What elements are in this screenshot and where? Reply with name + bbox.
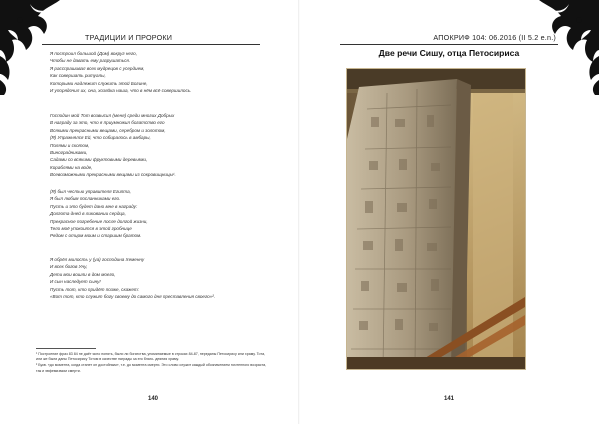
- verse-line: Я обрёл милость у (уа) господина Хеменну: [50, 257, 145, 262]
- verse-line: «Вот тот, кто служит богу своему до самого дня преставления своего»².: [50, 294, 216, 300]
- verse-line: И упорядочил их, она, хозяйка наша, что в нём всё совершилось.: [50, 88, 192, 94]
- verse-line: Прекрасное погребение после долгой жизни,: [50, 218, 148, 224]
- verse-line: (Я) Упражнялся Ей, что собиралось в амбары,: [50, 135, 151, 141]
- verse-line: Господин мой Тот возвысил (меня) среди многих Добрых: [50, 113, 175, 118]
- verse-stanza: [50, 50, 280, 94]
- verse-stanza: [50, 256, 280, 300]
- running-head-left: ТРАДИЦИИ И ПРОРОКИ: [85, 33, 173, 42]
- footnote: ² Букв. «до момента, когда станет он достойным», т.е. до момента смерти. Это слово служит каждый обозначением почтенного возраста, так и эвфемизмом смерти.: [36, 363, 267, 373]
- verse-stanza: [50, 112, 280, 179]
- footnote-rule: [36, 348, 96, 349]
- article-title: Две речи Сишу, отца Петосириса: [378, 48, 520, 58]
- header-rule: [42, 44, 260, 45]
- verse-stanza: [50, 188, 280, 240]
- verse-line: Как совершать ритуалы,: [50, 73, 106, 79]
- verse-line: Дети мои вошли в дом моего,: [50, 271, 116, 277]
- footnotes: [36, 352, 272, 375]
- verse-line: (Я) был честью управителя Египта,: [50, 189, 131, 194]
- tomb-pillar-photo: [346, 68, 526, 370]
- verse-line: Которыми надлежит служить этой Богине,: [50, 80, 148, 86]
- verse-line: И сын наследует сыну!: [50, 279, 101, 285]
- verse-line: Я расспрашивал всех мудрецов с усердием,: [50, 65, 145, 71]
- verse-line: Я построил большой (Дом) вокруг него,: [50, 51, 138, 56]
- verse-line: И всех богов Уну,: [50, 264, 88, 270]
- verse-line: Пусть тот, кто придёт позже, скажет:: [50, 286, 139, 292]
- page-number-right: 141: [444, 396, 455, 402]
- verse-line: Всевозможными прекрасными вещами из сокровищницы¹.: [50, 172, 176, 178]
- footnote: ¹ Построение фраз 83 84 не даёт ясно понять, были ли богатства, упоминаемые в строках 84-87, переданы Петосирису или храму. Тота, или же были даны Петосирису Тотом в качестве награды за его благо- деяния храму.: [36, 352, 266, 362]
- verse-line: Полями и скотом,: [50, 142, 90, 148]
- verse-line: Долгота дней в ликовании сердца,: [50, 211, 126, 217]
- verse-line: Кораблями на воде,: [50, 164, 93, 170]
- verse-line: Всякими прекрасными вещами, серебром и золотом,: [50, 127, 166, 133]
- pillar-photo-image: [347, 69, 525, 369]
- running-head-right: АПОКРИФ 104: 06.2016 (II 5.2 e.n.): [433, 33, 556, 42]
- verse-line: Виноградниками,: [50, 150, 88, 156]
- verse-line: Я был любим посланниками его.: [50, 196, 121, 202]
- verse-line: Тело моё упокоится в этой гробнице: [50, 226, 132, 232]
- header-rule: [340, 44, 558, 45]
- page-number-left: 140: [148, 396, 159, 402]
- verse-line: Пусть и это будет дано мне в награду:: [50, 203, 138, 209]
- verse-line: В награду за это, что я приумножил богатство его: [50, 120, 165, 126]
- verse-line: Чтобы не давать ему разрушаться.: [50, 58, 131, 64]
- verse-line: Рядом с отцом моим и старшим братом.: [50, 233, 142, 239]
- verse-line: Садами со всякими фруктовыми деревьями,: [50, 157, 148, 163]
